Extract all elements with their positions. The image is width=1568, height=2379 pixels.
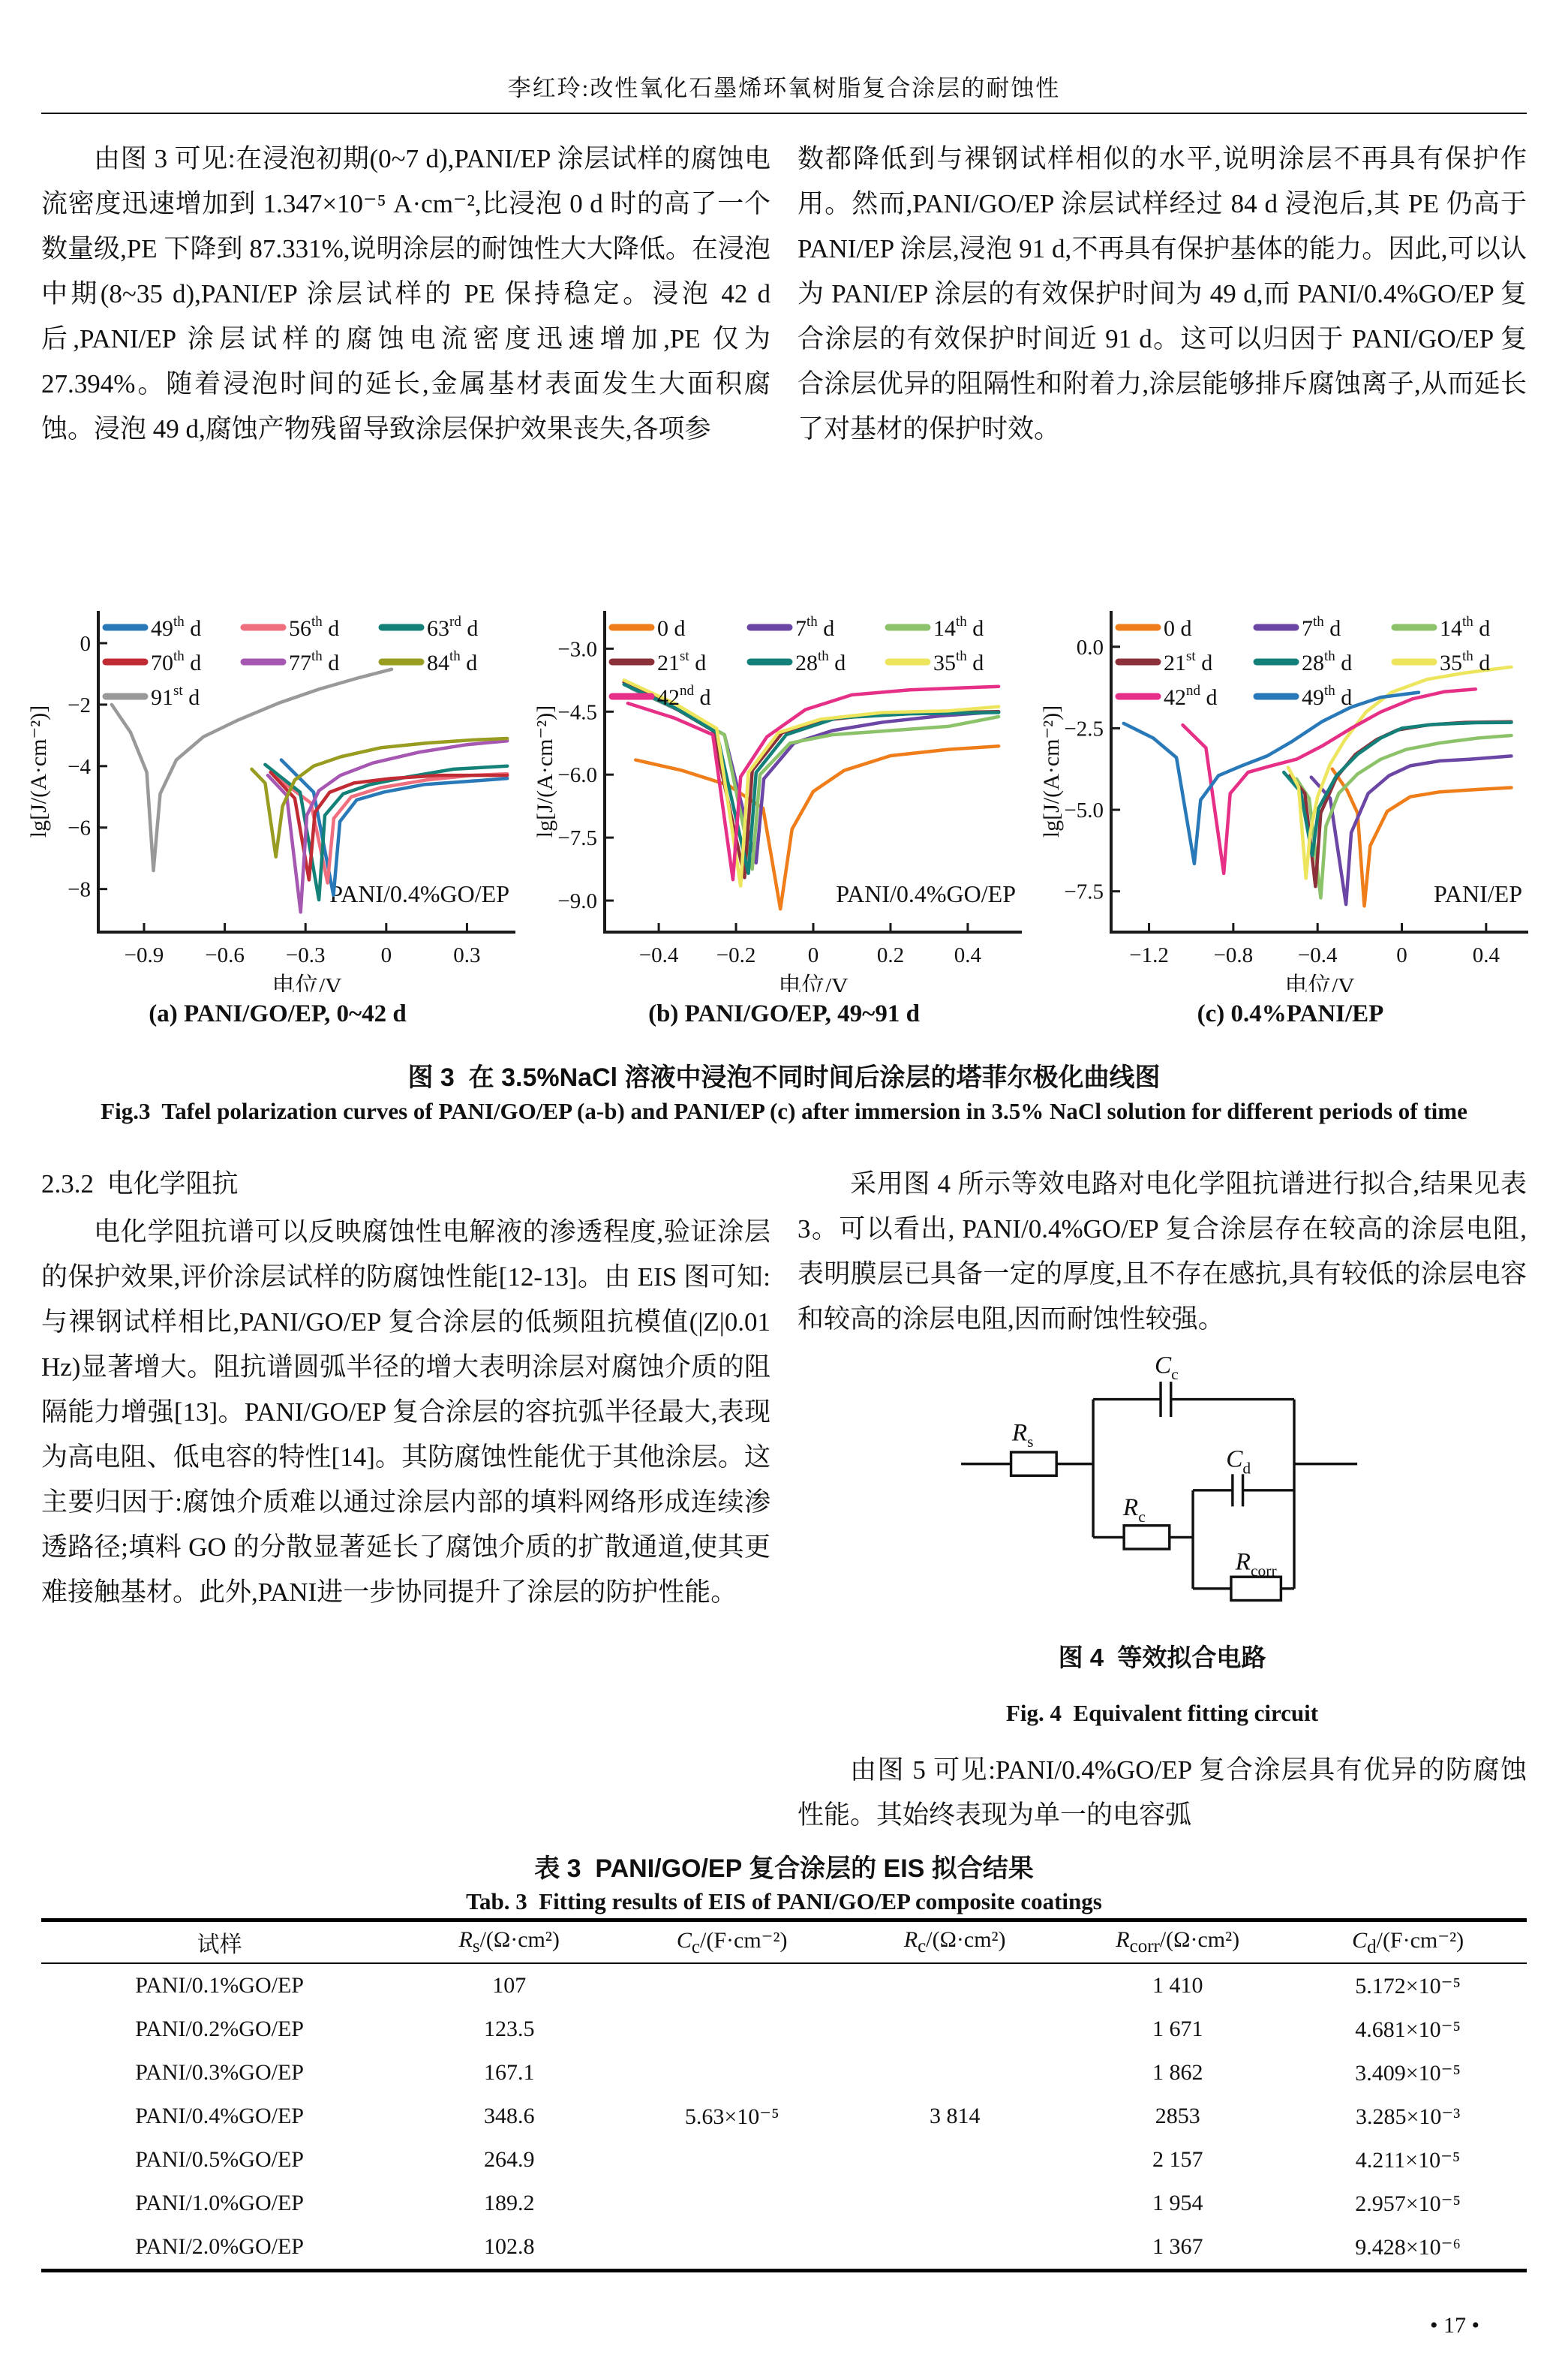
table-row: [41, 2225, 1527, 2271]
svg-text:−0.4: −0.4: [638, 943, 679, 967]
eis-left-paragraph: 电化学阻抗谱可以反映腐蚀性电解液的渗透程度,验证涂层的保护效果,评价涂层试样的防腐蚀性能[12-13]。由 EIS 图可知:与裸钢试样相比,PANI/GO/EP 复合涂层的低频阻抗模值(|Z|0.01 Hz)显著增大。阻抗谱圆弧半径的增大表明涂层对腐蚀介质的阻隔能力增强[13]。PANI/GO/EP 复合涂层的容抗弧半径最大,表现为高电阻、低电容的特性[14]。其防腐蚀性能优于其他涂层。这主要归因于:腐蚀介质难以通过涂层内部的填料网络形成连续渗透路径;填料 GO 的分散显著延长了腐蚀介质的扩散通道,使其更难接触基材。此外,PANI进一步协同提升了涂层的防护性能。: [41, 1217, 770, 1607]
svg-text:0.0: 0.0: [1076, 635, 1104, 660]
svg-text:lg[J/(A·cm⁻²)]: lg[J/(A·cm⁻²)]: [1039, 705, 1064, 838]
svg-text:−5.0: −5.0: [1064, 799, 1104, 823]
svg-text:Cd: $C_d$: [1226, 1445, 1251, 1478]
header-rule: [41, 113, 1527, 114]
svg-text:0.2: 0.2: [876, 943, 905, 967]
eis-right-paragraph-1: 采用图 4 所示等效电路对电化学阻抗谱进行拟合,结果见表 3。可以看出, PANI/0.4%GO/EP 复合涂层存在较高的涂层电阻,表明膜层已具备一定的厚度,且不存在感抗,具有较低的涂层电容和较高的涂层电阻,因而耐蚀性较强。: [798, 1169, 1527, 1334]
chart-a-subcaption: (a) PANI/GO/EP, 0~42 d: [149, 1000, 407, 1027]
svg-text:21st d: 21st d: [657, 648, 707, 675]
table-cell: [620, 2225, 843, 2271]
table-cell: 5.63×10⁻⁵: [684, 2104, 779, 2129]
svg-text:0.3: 0.3: [453, 943, 481, 967]
svg-text:−1.2: −1.2: [1129, 943, 1169, 967]
chart-b-block: [533, 594, 1035, 1028]
table-header-row: [41, 1920, 1527, 1964]
tafel-left-column: [41, 137, 770, 452]
tafel-left-paragraph: 由图 3 可见:在浸泡初期(0~7 d),PANI/EP 涂层试样的腐蚀电流密度迅速增加到 1.347×10⁻⁵ A·cm⁻²,比浸泡 0 d 时的高了一个数量级,PE 下降到 87.331%,说明涂层的耐蚀性大大降低。在浸泡中期(8~35 d),PANI/EP 涂层试样的 PE 保持稳定。浸泡 42 d 后,PANI/EP 涂层试样的腐蚀电流密度迅速增加,PE 仅为 27.394%。随着浸泡时间的延长,金属基材表面发生大面积腐蚀。浸泡 49 d,腐蚀产物残留导致涂层保护效果丧失,各项参: [41, 144, 770, 444]
svg-text:PANI/0.4%GO/EP: PANI/0.4%GO/EP: [329, 880, 509, 907]
table-cell: 3.285×10⁻³: [1355, 2104, 1461, 2129]
svg-text:−0.2: −0.2: [716, 943, 756, 967]
svg-text:56th d: 56th d: [289, 614, 340, 641]
svg-text:49th d: 49th d: [1302, 683, 1353, 710]
table-row: [41, 2138, 1527, 2182]
table-row: [41, 1963, 1527, 2008]
table-cell: [620, 2138, 843, 2182]
table-column-header: $C_d/(F\cdot cm^{-2})$: [1289, 1920, 1527, 1964]
svg-text:电位/V: 电位/V: [272, 973, 342, 992]
svg-text:−6.0: −6.0: [557, 763, 597, 788]
table-row: [41, 2008, 1527, 2051]
svg-text:0: 0: [380, 943, 392, 967]
table-cell: 2 157: [1152, 2147, 1203, 2172]
table-cell: [620, 1963, 843, 2008]
svg-text:−0.6: −0.6: [205, 943, 245, 967]
svg-text:lg[J/(A·cm⁻²)]: lg[J/(A·cm⁻²)]: [533, 705, 557, 838]
svg-text:42nd d: 42nd d: [657, 683, 711, 710]
svg-text:63rd d: 63rd d: [427, 614, 479, 641]
table-cell: 1 954: [1152, 2191, 1203, 2215]
table-cell: 102.8: [483, 2234, 535, 2259]
figure4-caption-en: Fig. 4 Equivalent fitting circuit: [1005, 1700, 1319, 1726]
eis-section-heading: 2.3.2 电化学阻抗: [41, 1169, 239, 1199]
figure3: [26, 594, 1542, 1028]
table-cell: [620, 2008, 843, 2051]
svg-text:0: 0: [80, 632, 91, 657]
header-title: 李红玲:改性氧化石墨烯环氧树脂复合涂层的耐蚀性: [507, 75, 1061, 101]
svg-text:7th d: 7th d: [795, 614, 835, 641]
svg-text:0: 0: [1396, 943, 1407, 967]
table-cell: 9.428×10⁻⁶: [1355, 2234, 1461, 2260]
svg-text:35th d: 35th d: [933, 648, 984, 675]
svg-text:7th d: 7th d: [1302, 614, 1341, 641]
svg-text:42nd d: 42nd d: [1164, 683, 1218, 710]
tafel-chart-a: [26, 594, 529, 992]
table-cell: [620, 2051, 843, 2095]
tafel-text-section: [41, 137, 1527, 452]
eis-right-column: [798, 1162, 1527, 1838]
svg-text:14th d: 14th d: [933, 614, 984, 641]
table-cell: PANI/0.2%GO/EP: [135, 2017, 304, 2041]
svg-text:35th d: 35th d: [1440, 648, 1491, 675]
table-column-header: $C_c/(F\cdot cm^{-2})$: [620, 1920, 843, 1964]
table-cell: 4.681×10⁻⁵: [1355, 2017, 1461, 2042]
table-cell: 1 671: [1152, 2017, 1203, 2041]
svg-text:0.4: 0.4: [1472, 943, 1500, 967]
svg-text:−0.4: −0.4: [1297, 943, 1338, 967]
table-cell: PANI/0.4%GO/EP: [135, 2104, 304, 2128]
svg-text:28th d: 28th d: [1302, 648, 1353, 675]
page-number: • 17 •: [1429, 2313, 1479, 2338]
svg-text:−8: −8: [68, 877, 91, 902]
svg-text:0 d: 0 d: [1164, 616, 1192, 641]
table-cell: 264.9: [483, 2147, 535, 2172]
tafel-chart-b: [533, 594, 1035, 992]
svg-text:−4: −4: [68, 754, 91, 779]
table-cell: 348.6: [483, 2104, 535, 2128]
svg-text:70th d: 70th d: [151, 648, 202, 675]
figure3-caption-zh: 图 3 在 3.5%NaCl 溶液中浸泡不同时间后涂层的塔菲尔极化曲线图: [407, 1063, 1161, 1092]
svg-text:电位/V: 电位/V: [778, 973, 849, 992]
table-column-header: $R_{corr}/(\Omega\cdot cm^2)$: [1066, 1920, 1289, 1964]
table-cell: [843, 2008, 1066, 2051]
svg-text:−0.8: −0.8: [1213, 943, 1254, 967]
table-cell: [843, 2051, 1066, 2095]
svg-text:−7.5: −7.5: [1064, 880, 1104, 904]
tafel-right-column: [798, 137, 1527, 452]
table-cell: 4.211×10⁻⁵: [1355, 2147, 1461, 2173]
table-cell: PANI/0.1%GO/EP: [135, 1973, 304, 1998]
table-cell: [843, 2225, 1066, 2271]
svg-text:电位/V: 电位/V: [1284, 973, 1355, 992]
table-cell: 123.5: [483, 2017, 535, 2041]
svg-text:−7.5: −7.5: [557, 826, 597, 851]
svg-text:−2: −2: [68, 693, 91, 717]
table-cell: 167.1: [483, 2060, 535, 2085]
svg-text:lg[J/(A·cm⁻²)]: lg[J/(A·cm⁻²)]: [26, 705, 51, 838]
svg-text:−2.5: −2.5: [1064, 717, 1104, 741]
svg-text:0: 0: [807, 943, 819, 967]
table-cell: PANI/2.0%GO/EP: [135, 2234, 304, 2259]
table-cell: 3.409×10⁻⁵: [1355, 2060, 1461, 2086]
table-cell: 1 410: [1152, 1973, 1203, 1998]
svg-text:84th d: 84th d: [427, 648, 478, 675]
svg-text:−4.5: −4.5: [557, 700, 597, 725]
table-cell: PANI/0.3%GO/EP: [135, 2060, 304, 2085]
svg-text:−0.9: −0.9: [124, 943, 164, 967]
svg-text:Rs: $R_s$: [1011, 1418, 1034, 1451]
table-column-header: $R_s/(\Omega\cdot cm^2)$: [398, 1920, 620, 1964]
table-cell: [843, 2138, 1066, 2182]
table-row: [41, 2095, 1527, 2138]
svg-text:21st d: 21st d: [1164, 648, 1213, 675]
table-cell: 1 862: [1152, 2060, 1203, 2085]
eis-fitting-table: [41, 1918, 1527, 2272]
svg-text:Cc: $C_c$: [1155, 1352, 1179, 1384]
table-cell: 107: [492, 1973, 527, 1998]
table-row: [41, 2051, 1527, 2095]
table-cell: 2853: [1155, 2104, 1200, 2128]
table-cell: 2.957×10⁻⁵: [1355, 2191, 1461, 2216]
svg-text:Rcorr: $R_{corr}$: [1235, 1547, 1277, 1580]
figure4-wrapper: [798, 1352, 1527, 1631]
svg-text:91st d: 91st d: [151, 683, 200, 710]
table-header: [41, 1920, 1527, 1964]
eis-left-column: [41, 1162, 770, 1838]
chart-b-subcaption: (b) PANI/GO/EP, 49~91 d: [648, 1000, 920, 1027]
svg-text:28th d: 28th d: [795, 648, 846, 675]
svg-text:PANI/EP: PANI/EP: [1434, 880, 1522, 907]
table-column-header: $R_c/(\Omega\cdot cm^2)$: [843, 1920, 1066, 1964]
chart-c-subcaption: (c) 0.4%PANI/EP: [1197, 1000, 1384, 1027]
svg-text:0 d: 0 d: [657, 616, 686, 641]
svg-text:−3.0: −3.0: [557, 637, 597, 662]
tafel-chart-c: [1039, 594, 1542, 992]
table-cell: 189.2: [483, 2191, 535, 2215]
table-column-header: 试样: [41, 1920, 398, 1964]
eis-right-paragraph-2: 由图 5 可见:PANI/0.4%GO/EP 复合涂层具有优异的防腐蚀性能。其始终表现为单一的电容弧: [798, 1755, 1527, 1830]
svg-text:−9.0: −9.0: [557, 889, 597, 914]
table-body: [41, 1963, 1527, 2271]
svg-text:Rc: $R_c$: [1122, 1493, 1146, 1526]
svg-text:PANI/0.4%GO/EP: PANI/0.4%GO/EP: [836, 880, 1016, 907]
table-cell: [843, 2182, 1066, 2225]
table3-title-en: Tab. 3 Fitting results of EIS of PANI/GO/EP composite coatings: [466, 1888, 1102, 1914]
figure4-caption-zh: 图 4 等效拟合电路: [1058, 1644, 1266, 1671]
svg-text:77th d: 77th d: [289, 648, 340, 675]
table-cell: PANI/0.5%GO/EP: [135, 2147, 304, 2172]
table-cell: 5.172×10⁻⁵: [1355, 1973, 1461, 1999]
eis-section: [41, 1162, 1527, 1838]
svg-text:−0.3: −0.3: [285, 943, 326, 967]
svg-text:14th d: 14th d: [1440, 614, 1491, 641]
table-row: [41, 2182, 1527, 2225]
figure3-caption-en: Fig.3 Tafel polarization curves of PANI/GO/EP (a-b) and PANI/EP (c) after immersion in 3.5% NaCl solution for different periods of time: [101, 1098, 1467, 1124]
equivalent-circuit-diagram: [922, 1352, 1402, 1617]
tafel-right-paragraph: 数都降低到与裸钢试样相似的水平,说明涂层不再具有保护作用。然而,PANI/GO/EP 涂层试样经过 84 d 浸泡后,其 PE 仍高于 PANI/EP 涂层,浸泡 91 d,不再具有保护基体的能力。因此,可以认为 PANI/EP 涂层的有效保护时间为 49 d,而 PANI/0.4%GO/EP 复合涂层的有效保护时间近 91 d。这可以归因于 PANI/GO/EP 复合涂层优异的阻隔性和附着力,涂层能够排斥腐蚀离子,从而延长了对基材的保护时效。: [798, 144, 1527, 444]
table-cell: [620, 2182, 843, 2225]
chart-a-block: [26, 594, 529, 1028]
svg-text:−6: −6: [68, 816, 91, 841]
svg-text:49th d: 49th d: [151, 614, 202, 641]
table-cell: 3 814: [929, 2104, 981, 2128]
svg-text:0.4: 0.4: [954, 943, 982, 967]
chart-c-block: [1039, 594, 1542, 1028]
table-cell: PANI/1.0%GO/EP: [135, 2191, 304, 2215]
table-cell: 1 367: [1152, 2234, 1203, 2259]
table-cell: [843, 1963, 1066, 2008]
table3-title-zh: 表 3 PANI/GO/EP 复合涂层的 EIS 拟合结果: [534, 1854, 1034, 1883]
